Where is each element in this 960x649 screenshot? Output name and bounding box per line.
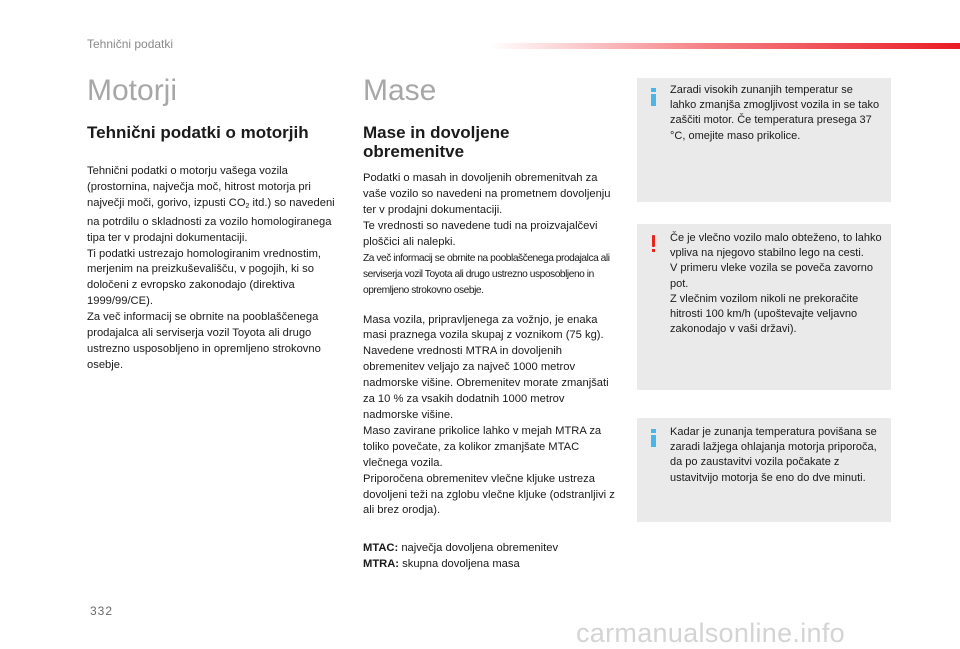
watermark: carmanualsonline.info: [576, 618, 845, 648]
masses-paragraph-5: Navedene vrednosti MTRA in dovoljenih obremenitev veljajo za največ 1000 metrov nadmorske višine. Obremenitev morate zmanjšati za 10 % za vsakih dodatnih 1000 metrov nadmorske višine.: [363, 345, 609, 421]
warning-line-3: Z vlečnim vozilom nikoli ne prekoračite hitrosti 100 km/h (upoštevajte veljavno zakonodajo v vaši državi).: [670, 292, 859, 336]
engines-paragraph-1: [87, 164, 342, 247]
mtra-term: MTRA:: [363, 558, 400, 571]
definition-mtra: [363, 557, 620, 573]
masses-section: [363, 74, 620, 573]
masses-paragraph-2: Te vrednosti so navedene tudi na proizvajalčevi ploščici ali nalepki.: [363, 219, 598, 248]
masses-title: Mase: [363, 74, 437, 107]
engines-paragraph-3: Za več informacij se obrnite na pooblaščenega prodajalca ali serviserja vozil Toyota ali drugo ustrezno usposobljeno in opremljeno strokovno osebje.: [87, 311, 321, 371]
info-icon: [649, 88, 657, 106]
info-note-1-text: Zaradi visokih zunanjih temperatur se lahko zmanjša zmogljivost vozila in se tako zaščiti motor. Če temperatura presega 37 °C, omejite maso prikolice.: [670, 84, 880, 142]
warning-line-2: V primeru vleke vozila se poveča zavorno pot.: [670, 262, 873, 290]
engines-title: Motorji: [87, 74, 178, 107]
definition-mtac: [363, 541, 620, 557]
mtac-term: MTAC:: [363, 542, 399, 555]
engines-subtitle: Tehnični podatki o motorjih: [87, 123, 309, 142]
masses-definitions: [363, 541, 620, 573]
masses-body-2: [363, 313, 620, 520]
info-note-engine-cooling: [637, 418, 891, 522]
warning-note-text: [670, 231, 885, 337]
engines-paragraph-2: Ti podatki ustrezajo homologiranim vrednostim, merjenim na preizkuševališču, v pogojih, ki so določeni z evropsko zakonodajo (direktiva 1999/99/CE).: [87, 247, 322, 308]
co2-subscript: 2: [245, 202, 250, 210]
info-note-temperature: [637, 78, 891, 202]
masses-paragraph-7: Priporočena obremenitev vlečne kljuke ustreza dovoljeni teži na zglobu vlečne kljuke (odstranljivi z ali brez orodja).: [363, 472, 615, 517]
header-accent-bar: [490, 43, 960, 49]
page-number: 332: [90, 604, 114, 618]
info-icon: [649, 429, 657, 447]
engines-section: [87, 74, 342, 374]
info-note-2-text: Kadar je zunanja temperatura povišana se zaradi lažjega ohlajanja motorja priporoča, da po zaustavitvi vozila počakate z ustavitvijo motorja še eno do dve minuti.: [670, 426, 877, 484]
warning-note-towing: [637, 224, 891, 390]
section-header: Tehnični podatki: [87, 37, 174, 51]
masses-paragraph-1: Podatki o masah in dovoljenih obremenitvah za vaše vozilo so navedeni na prometnem dovoljenju ter v prodajni dokumentaciji.: [363, 172, 611, 216]
engines-body: [87, 164, 342, 374]
warning-icon: [649, 235, 657, 252]
masses-paragraph-6: Maso zavirane prikolice lahko v mejah MTRA za toliko povečate, za kolikor zmanjšate MTAC vlečnega vozila.: [363, 424, 602, 469]
engines-p1-end: itd.) so navedeni na potrdilu o skladnosti za vozilo homologiranega tipa ter v prodajni dokumentaciji.: [87, 196, 335, 244]
masses-paragraph-4: Masa vozila, pripravljenega za vožnjo, je enaka masi praznega vozila skupaj z voznikom (75 kg).: [363, 313, 604, 342]
masses-body-1: [363, 171, 620, 299]
masses-subtitle: Mase in dovoljene obremenitve: [363, 123, 510, 161]
engines-p1-text: Tehnični podatki o motorju vašega vozila (prostornina, največja moč, hitrost motorja pri največji moči, gorivo, izpusti CO: [87, 165, 311, 209]
masses-paragraph-3: Za več informacij se obrnite na pooblaščenega prodajalca ali serviserja vozil Toyota ali drugo ustrezno usposobljeno in opremljeno strokovno osebje.: [363, 252, 610, 296]
mtra-definition: skupna dovoljena masa: [399, 558, 520, 571]
mtac-definition: največja dovoljena obremenitev: [398, 542, 559, 555]
warning-line-1: Če je vlečno vozilo malo obteženo, to lahko vpliva na njegovo stabilno lego na cesti.: [670, 232, 882, 260]
